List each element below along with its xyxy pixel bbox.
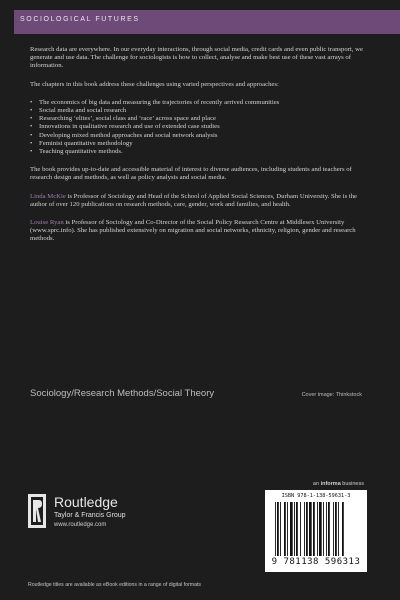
topic-item: • The economics of big data and measuring the trajectories of recently arrived communities: [30, 99, 370, 107]
barcode-bar: [313, 502, 315, 556]
topic-item: • Researching ‘elites’, social class and ‘race’ across space and place: [30, 115, 370, 123]
topic-item: • Innovations in qualitative research and use of extended case studies: [30, 123, 370, 131]
barcode-bar: [333, 502, 334, 556]
publisher-logo: [28, 494, 188, 544]
barcode-bar: [317, 502, 318, 556]
informa-suffix: business: [340, 481, 364, 487]
isbn-label: ISBN 978-1-138-59631-3: [281, 493, 351, 499]
barcode-bar: [277, 502, 279, 556]
topic-item: • Developing mixed method approaches and social network analysis: [30, 132, 370, 140]
author-bio-text: is Professor of Sociology and Co-Director of the Social Policy Research Centre at Middlesex University (www.sprc.info). She has published extensively on migration and social networks, ethnicity, religion, gender and research methods.: [30, 219, 356, 243]
barcode-bar: [300, 502, 301, 556]
barcode-bar: [323, 502, 324, 556]
blurb: [30, 46, 370, 254]
publisher-group: Taylor & Francis Group: [54, 512, 126, 519]
barcode-bar: [306, 502, 308, 556]
series-label: SOCIOLOGICAL FUTURES: [20, 16, 140, 23]
barcode-bar: [294, 502, 295, 556]
informa-prefix: an: [312, 481, 321, 487]
author-bio-text: is Professor of Sociology and Head of the School of Applied Social Sciences, Durham University. She is the author of over 120 publications on research methods, care, gender, work and families, and health.: [30, 192, 358, 208]
isbn-digits: 9 781138 596313: [271, 557, 361, 567]
author-name: Louise Ryan: [30, 219, 64, 227]
barcode-bar: [328, 502, 330, 556]
informa-brand: informa: [320, 481, 341, 487]
topic-item: • Social media and social research: [30, 107, 370, 115]
barcode-bar: [335, 502, 337, 556]
barcode-bar: [309, 502, 312, 556]
subject-category: Sociology/Research Methods/Social Theory: [30, 388, 215, 399]
topic-list: [30, 99, 370, 156]
audience-paragraph: The book provides up-to-date and accessible material of interest to diverse audiences, including students and teachers of research design and methods, as well as policy analysis and social media.: [30, 166, 352, 182]
barcode-bar: [296, 502, 298, 556]
intro-paragraph: Research data are everywhere. In our everyday interactions, through social media, credit cards and even public transport, we generate and use data. The challenge for sociologists is how to collect, analyse and make best use of these vast arrays of information.: [30, 46, 363, 70]
topic-item: • Feminist quantitative methodology: [30, 140, 370, 148]
barcode-bar: [284, 502, 286, 556]
barcode-bar: [326, 502, 327, 556]
chapters-intro: The chapters in this book address these challenges using varied perspectives and approaches:: [30, 80, 279, 88]
ebook-note: Routledge titles are available as eBook editions in a range of digital formats: [28, 582, 202, 588]
barcode-bar: [275, 502, 276, 556]
author-bio: [30, 193, 370, 209]
publisher-name: Routledge: [54, 494, 118, 510]
publisher-url: www.routledge.com: [54, 522, 107, 528]
informa-business: [313, 481, 364, 487]
author-bio: [30, 219, 370, 244]
author-name: Linda McKie: [30, 192, 66, 200]
isbn-barcode: [265, 490, 367, 572]
series-band: [14, 10, 400, 34]
cover-image-credit: Cover image: Thinkstock: [301, 392, 362, 398]
barcode-bar: [342, 502, 344, 556]
barcode-bar: [304, 502, 305, 556]
barcode-bar: [287, 502, 288, 556]
topic-item: • Teaching quantitative methods.: [30, 148, 370, 156]
barcode-bar: [280, 502, 281, 556]
barcode-bar: [319, 502, 322, 556]
barcode-bar: [290, 502, 293, 556]
routledge-logo-icon: [28, 494, 46, 528]
barcode-bar: [338, 502, 339, 556]
barcode-bars: [275, 502, 359, 556]
